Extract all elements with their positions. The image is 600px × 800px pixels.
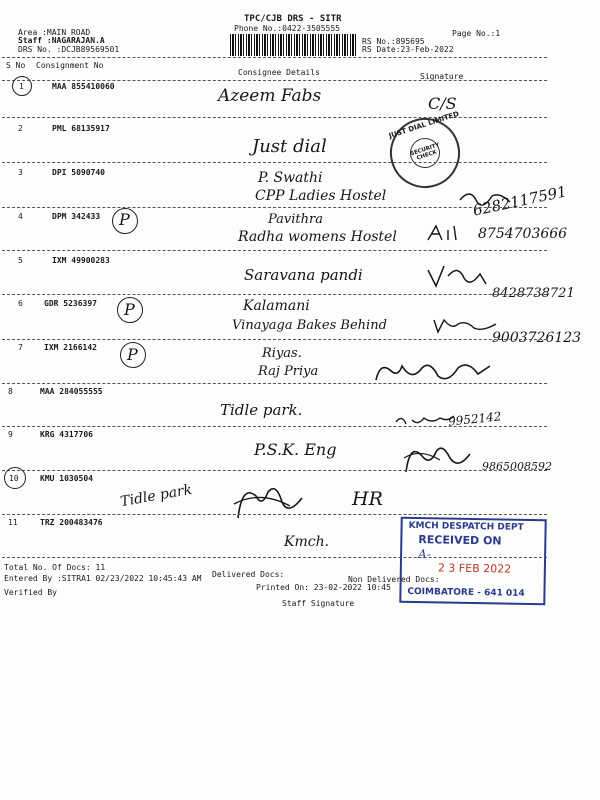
row-s-no: 7	[18, 343, 23, 352]
printed-on: Printed On: 23-02-2022 10:45	[256, 583, 391, 592]
row-consignment: MAA 855410060	[52, 82, 115, 91]
row-consignment: IXM 49900283	[52, 256, 110, 265]
row-consignee: Azeem Fabs	[218, 86, 322, 106]
row-s-no: 10	[9, 474, 19, 483]
row-s-no: 1	[19, 82, 24, 91]
row-phone: 9003726123	[492, 330, 582, 346]
stamp-text: SECURITY CHECK	[409, 142, 441, 162]
row-consignee-line2: Vinayaga Bakes Behind	[232, 318, 387, 333]
header-drs-no: DRS No. :DCJB89569501	[18, 45, 120, 54]
row-consignment: DPM 342433	[52, 212, 101, 221]
row-consignee: Just dial	[252, 136, 327, 157]
row-phone: 8428738721	[492, 286, 575, 301]
header-rs-no: RS No.:895695	[362, 37, 425, 46]
row-s-no: 4	[18, 212, 23, 221]
row-consignment: PML 68135917	[52, 124, 110, 133]
row-consignment: DPI 5090740	[52, 168, 105, 177]
row-phone: 9952142	[447, 409, 503, 429]
stamp-text: RECEIVED ON	[418, 533, 502, 548]
row-s-no: 3	[18, 168, 23, 177]
stamp-text: COIMBATORE - 641 014	[407, 586, 525, 599]
row-consignment: GDR 5236397	[44, 299, 97, 308]
delivery-mark: P	[124, 300, 135, 319]
delivery-mark: P	[119, 210, 130, 229]
non-delivered-docs: Non Delivered Docs:	[348, 575, 440, 584]
col-signature: Signature	[420, 72, 464, 81]
page-title: TPC/CJB DRS - SITR	[244, 14, 342, 24]
entered-by: Entered By :SITRA1 02/23/2022 10:45:43 AM	[4, 574, 202, 583]
stamp-text: A-	[417, 547, 431, 562]
divider	[2, 470, 547, 471]
handwritten-signature	[424, 222, 472, 244]
row-consignee: P. Swathi	[258, 170, 323, 186]
row-s-no: 2	[18, 124, 23, 133]
row-note: Tidle park	[119, 481, 194, 511]
staff-signature: Staff Signature	[282, 599, 355, 608]
divider	[2, 80, 547, 81]
divider	[2, 339, 547, 340]
row-consignee-line2: CPP Ladies Hostel	[255, 188, 387, 204]
received-stamp	[399, 517, 546, 606]
row-s-no: 9	[8, 430, 13, 439]
row-consignee: Kmch.	[284, 534, 330, 550]
divider	[2, 207, 547, 208]
row-signature: C/S	[428, 94, 457, 113]
delivery-mark: P	[127, 345, 138, 364]
handwritten-signature	[430, 316, 500, 336]
row-phone: 8754703666	[478, 226, 568, 242]
col-consignment-no: Consignment No	[36, 61, 104, 70]
row-phone: 9865008592	[482, 460, 552, 473]
handwritten-signature	[424, 262, 490, 290]
row-s-no: 5	[18, 256, 23, 265]
divider	[2, 162, 547, 163]
row-consignee: Riyas.	[262, 346, 302, 361]
row-consignment: TRZ 200483476	[40, 518, 103, 527]
row-consignee: Pavithra	[268, 212, 323, 227]
row-consignee-line2: Raj Priya	[258, 364, 319, 379]
divider	[2, 514, 547, 515]
header-rs-date: RS Date:23-Feb-2022	[362, 45, 454, 54]
divider	[2, 117, 547, 118]
handwritten-signature	[400, 438, 480, 478]
row-s-no: 11	[8, 518, 18, 527]
divider	[2, 294, 547, 295]
divider	[2, 426, 547, 427]
header-page-no: Page No.:1	[452, 29, 501, 38]
row-consignee: Kalamani	[243, 298, 310, 314]
header-area: Area :MAIN ROAD	[18, 28, 91, 37]
stamp-text: KMCH DESPATCH DEPT	[408, 520, 524, 533]
row-consignee: Tidle park.	[220, 401, 303, 419]
divider	[2, 250, 547, 251]
col-consignee-details: Consignee Details	[238, 68, 320, 77]
header-phone: Phone No.:0422-3505555	[234, 24, 340, 33]
delivered-docs: Delivered Docs:	[212, 570, 285, 579]
divider	[2, 557, 547, 558]
stamp-date: 2 3 FEB 2022	[437, 561, 512, 576]
row-s-no: 6	[18, 299, 23, 308]
col-s-no: S No	[6, 61, 26, 70]
header-staff: Staff :NAGARAJAN.A	[18, 36, 105, 45]
row-consignee: Saravana pandi	[244, 266, 363, 284]
row-consignee: HR	[352, 488, 383, 510]
total-docs: Total No. Of Docs: 11	[4, 563, 106, 572]
row-consignment: IXM 2166142	[44, 343, 97, 352]
security-check-stamp	[381, 109, 469, 197]
row-s-no: 8	[8, 387, 13, 396]
row-consignee-line2: Radha womens Hostel	[238, 229, 397, 245]
row-consignment: MAA 284055555	[40, 387, 103, 396]
row-consignee: P.S.K. Eng	[254, 440, 337, 459]
row-consignment: KMU 1030504	[40, 474, 93, 483]
verified-by: Verified By	[4, 588, 57, 597]
divider	[2, 57, 547, 58]
divider	[2, 383, 547, 384]
row-consignment: KRG 4317706	[40, 430, 93, 439]
barcode	[230, 34, 356, 56]
stamp-text: JUST DIAL LIMITED	[387, 109, 461, 141]
handwritten-signature	[230, 480, 312, 524]
row-phone: 6282117591	[471, 182, 569, 220]
